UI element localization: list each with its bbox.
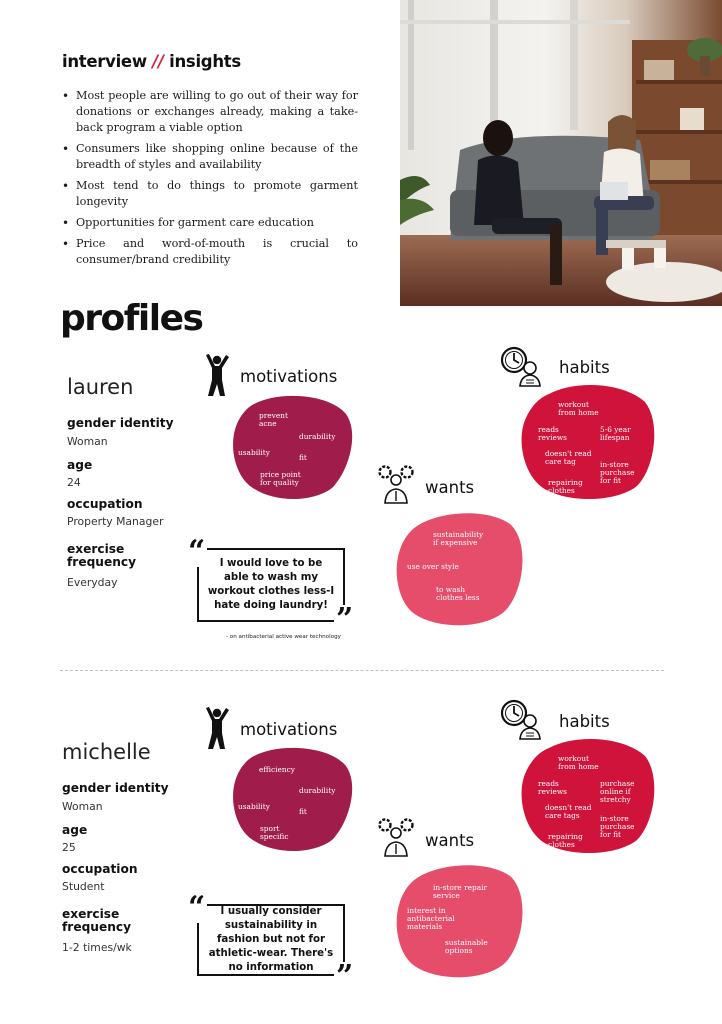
exercise-value: Everyday xyxy=(67,576,118,589)
habit-item: purchase online if stretchy xyxy=(600,779,635,804)
insight-item: • Most tend to do things to promote garment longevity xyxy=(62,178,358,210)
motivation-item: efficiency xyxy=(259,765,295,774)
gender-value: Woman xyxy=(62,800,103,813)
want-item: interest in antibacterial materials xyxy=(407,906,455,931)
gender-value: Woman xyxy=(67,435,108,448)
quotation-marks-icon: ” xyxy=(336,959,354,994)
want-item: sustainability if expensive xyxy=(433,530,484,547)
person-cheering-icon xyxy=(203,354,231,403)
habit-item: repairing clothes xyxy=(548,832,583,849)
exercise-value: 1-2 times/wk xyxy=(62,941,132,954)
interview-scene-illustration xyxy=(400,0,722,306)
insight-item: • Most people are willing to go out of their way for donations or exchanges already, making a take-back program a viable option xyxy=(62,88,358,136)
gears-person-icon xyxy=(377,817,415,862)
age-value: 24 xyxy=(67,476,81,489)
gender-label: gender identity xyxy=(62,781,169,795)
habit-item: workout from home xyxy=(558,754,599,771)
motivations-title: motivations xyxy=(240,720,338,739)
habit-item: reads reviews xyxy=(538,425,567,442)
habit-item: doesn't read care tags xyxy=(545,803,592,820)
age-value: 25 xyxy=(62,841,76,854)
occupation-label: occupation xyxy=(67,497,143,511)
insights-title-slash: // xyxy=(152,52,164,71)
age-label: age xyxy=(62,823,88,837)
habit-item: doesn't read care tag xyxy=(545,449,592,466)
motivation-item: usability xyxy=(238,802,270,811)
habit-item: in-store purchase for fit xyxy=(600,814,635,839)
quote-box xyxy=(197,548,345,622)
motivation-item: price point for quality xyxy=(260,470,301,487)
habit-item: repairing clothes xyxy=(548,478,583,495)
profiles-title: profiles xyxy=(60,298,203,339)
quotation-marks-icon: “ xyxy=(188,890,206,925)
motivation-item: usability xyxy=(238,448,270,457)
quote-text: I would love to be able to wash my workout clothes less-I hate doing laundry! xyxy=(207,558,335,611)
motivation-item: fit xyxy=(299,807,307,816)
insights-title xyxy=(62,52,241,71)
habit-item: workout from home xyxy=(558,400,599,417)
want-item: in-store repair service xyxy=(433,883,488,900)
quotation-marks-icon: “ xyxy=(188,534,206,569)
insight-item: • Consumers like shopping online because of the breadth of styles and availability xyxy=(62,141,358,173)
profile-name: lauren xyxy=(67,375,134,399)
wants-title: wants xyxy=(425,831,475,850)
age-label: age xyxy=(67,458,93,472)
insights-title-part2: insights xyxy=(169,52,241,71)
quote-caption: - on antibacterial active wear technology xyxy=(226,634,341,640)
habits-title: habits xyxy=(559,712,610,731)
exercise-label-line2: frequency xyxy=(67,555,137,569)
gender-label: gender identity xyxy=(67,416,174,430)
habit-item: in-store purchase for fit xyxy=(600,460,635,485)
exercise-label-line1: exercise xyxy=(67,542,125,556)
gears-person-icon xyxy=(377,464,415,509)
exercise-label-line2: frequency xyxy=(62,920,132,934)
want-item: sustainable options xyxy=(445,938,488,955)
insight-item: • Price and word-of-mouth is crucial to consumer/brand credibility xyxy=(62,236,358,268)
motivation-item: durability xyxy=(299,432,336,441)
motivation-item: durability xyxy=(299,786,336,795)
section-divider xyxy=(60,670,664,671)
insights-list xyxy=(62,88,358,273)
habits-title: habits xyxy=(559,358,610,377)
profile-name: michelle xyxy=(62,740,151,764)
motivations-title: motivations xyxy=(240,367,338,386)
wants-title: wants xyxy=(425,478,475,497)
quotation-marks-icon: ” xyxy=(336,602,354,637)
motivation-item: fit xyxy=(299,453,307,462)
motivation-item: prevent acne xyxy=(259,411,288,428)
habit-item: 5-6 year lifespan xyxy=(600,425,631,442)
exercise-label xyxy=(62,908,131,934)
occupation-value: Student xyxy=(62,880,105,893)
person-cheering-icon xyxy=(203,707,231,756)
insights-title-part1: interview xyxy=(62,52,147,71)
quote-box xyxy=(197,904,345,976)
occupation-label: occupation xyxy=(62,862,138,876)
exercise-label-line1: exercise xyxy=(62,907,120,921)
quote-text: I usually consider sustainability in fashion but not for athletic-wear. There's no information xyxy=(208,906,334,973)
interview-photo xyxy=(400,0,722,306)
want-item: use over style xyxy=(407,562,459,571)
habit-item: reads reviews xyxy=(538,779,567,796)
motivation-item: sport specific xyxy=(260,824,289,841)
insight-item: • Opportunities for garment care education xyxy=(62,215,358,231)
exercise-label xyxy=(67,543,136,569)
motivations-blob xyxy=(230,746,354,852)
want-item: to wash clothes less xyxy=(436,585,480,602)
occupation-value: Property Manager xyxy=(67,515,164,528)
